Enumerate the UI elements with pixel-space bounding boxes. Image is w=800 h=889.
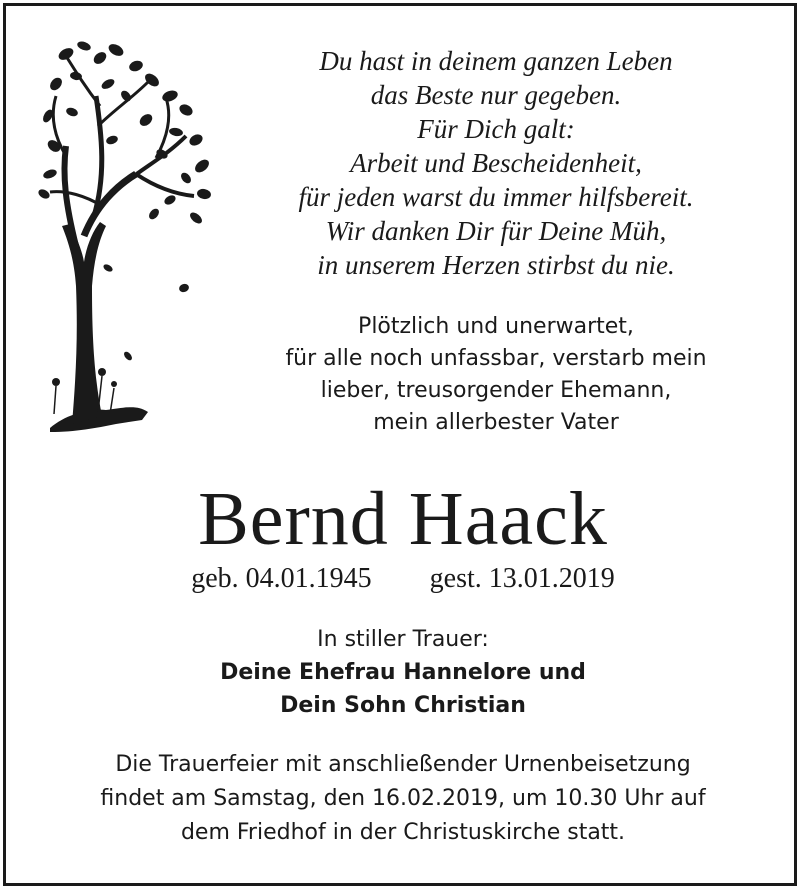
poem-line: Du hast in deinem ganzen Leben xyxy=(319,46,673,76)
mourners xyxy=(6,623,800,722)
funeral-line: Die Trauerfeier mit anschließender Urnenbeisetzung xyxy=(115,752,691,777)
poem-line: Wir danken Dir für Deine Müh, xyxy=(325,216,667,246)
announcement-line: Plötzlich und unerwartet, xyxy=(358,314,634,339)
poem-line: in unserem Herzen stirbst du nie. xyxy=(317,250,675,280)
poem-line: das Beste nur gegeben. xyxy=(370,80,622,110)
poem-line: für jeden warst du immer hilfsbereit. xyxy=(298,182,694,212)
announcement-line: mein allerbester Vater xyxy=(373,410,619,435)
life-dates xyxy=(6,561,800,597)
mourner-line: Dein Sohn Christian xyxy=(280,693,526,718)
announcement-line: lieber, treusorgender Ehemann, xyxy=(320,378,672,403)
mourners-intro: In stiller Trauer: xyxy=(317,627,489,652)
mourner-line: Deine Ehefrau Hannelore und xyxy=(220,660,586,685)
deceased-name: Bernd Haack xyxy=(198,477,608,561)
poem xyxy=(226,44,766,282)
funeral-line: dem Friedhof in der Christuskirche statt. xyxy=(180,820,626,845)
funeral-line: findet am Samstag, den 16.02.2019, um 10.30 Uhr auf xyxy=(100,786,706,811)
poem-line: Arbeit und Bescheidenheit, xyxy=(350,148,642,178)
obituary-frame xyxy=(3,3,797,886)
funeral-notice xyxy=(6,748,800,850)
death-date: gest. 13.01.2019 xyxy=(429,563,615,594)
death-announcement xyxy=(226,311,766,439)
announcement-line: für alle noch unfassbar, verstarb mein xyxy=(285,346,707,371)
tree-icon xyxy=(36,36,216,446)
birth-date: geb. 04.01.1945 xyxy=(191,563,372,594)
poem-line: Für Dich galt: xyxy=(417,114,575,144)
